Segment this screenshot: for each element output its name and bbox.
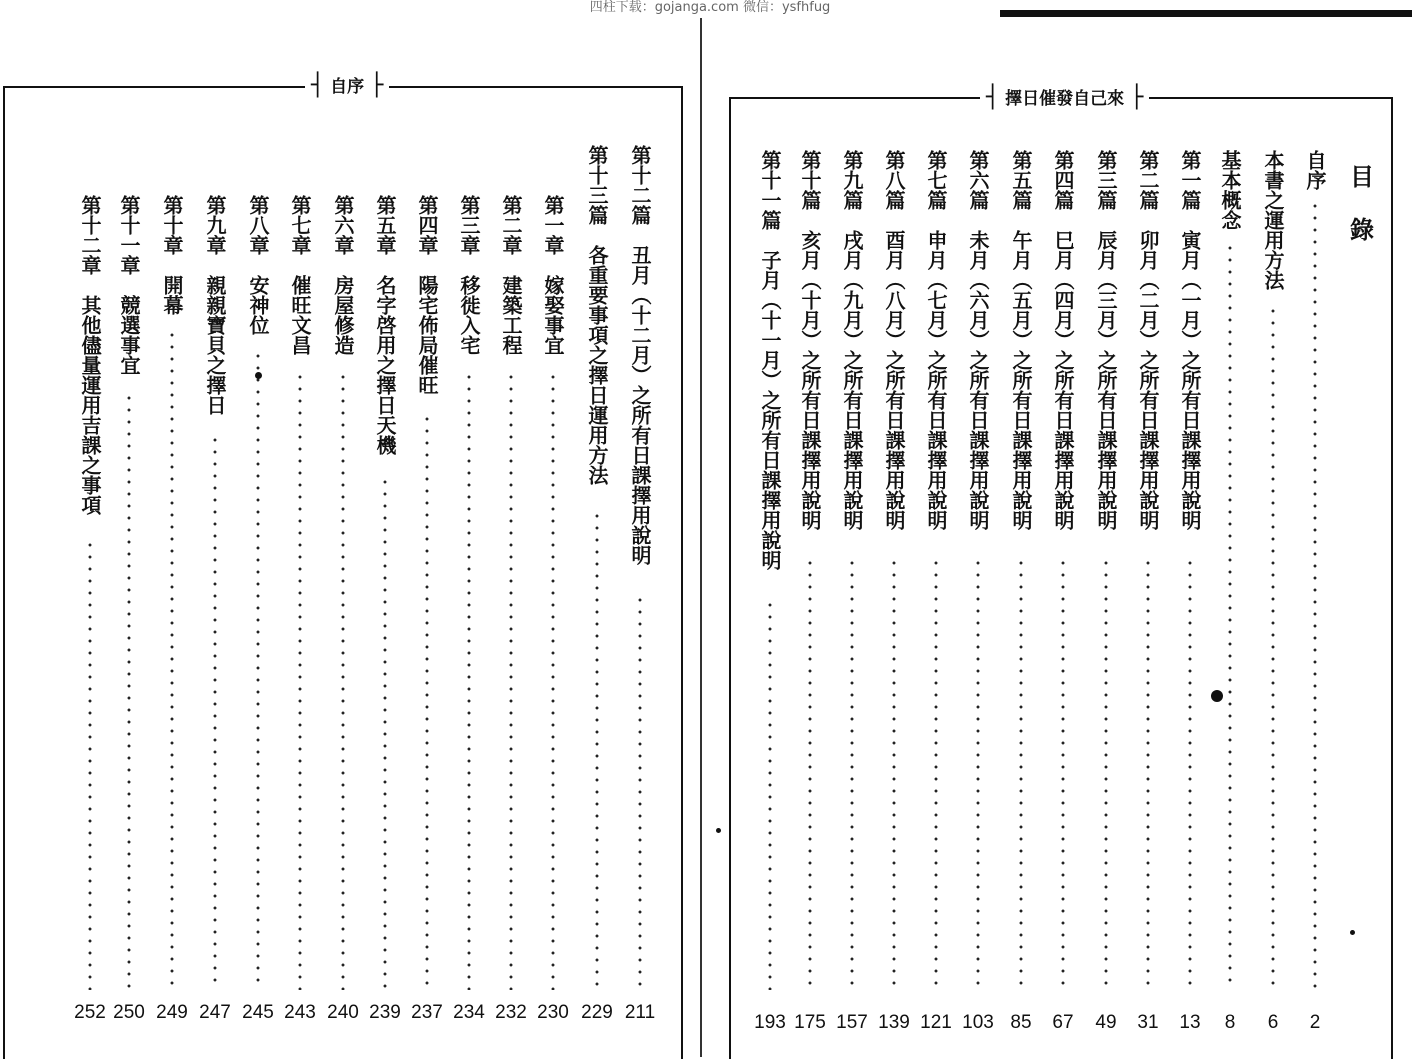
dot-leader	[549, 371, 557, 990]
toc-entry-page-number: 232	[495, 1002, 527, 1023]
toc-entry-title[interactable]: 第十一篇 子月（十一月）之所有日課擇用說明	[758, 150, 782, 570]
toc-entry-title[interactable]: 第二篇 卯月（二月）之所有日課擇用說明	[1136, 150, 1160, 530]
toc-entry-page-number: 13	[1179, 1012, 1201, 1033]
dot-leader	[593, 510, 601, 990]
dot-leader	[890, 557, 898, 990]
dot-leader	[1269, 305, 1277, 990]
right-page-header: ┤ 擇日催發自己來 ├	[980, 87, 1149, 110]
ink-spot	[1211, 690, 1223, 702]
dot-leader	[1017, 557, 1025, 990]
toc-entry-title[interactable]: 第九篇 戌月（九月）之所有日課擇用說明	[840, 150, 864, 530]
toc-entry-title[interactable]: 第四篇 巳月（四月）之所有日課擇用說明	[1051, 150, 1075, 530]
toc-entry-page-number: 8	[1224, 1012, 1236, 1033]
toc-entry-title[interactable]: 第九章 親親寶貝之擇日	[203, 195, 227, 415]
toc-entry-page-number: 245	[242, 1002, 274, 1023]
dot-leader	[1311, 200, 1319, 990]
toc-entry-page-number: 247	[199, 1002, 231, 1023]
ink-spot	[716, 828, 721, 833]
toc-entry-title[interactable]: 第八篇 酉月（八月）之所有日課擇用說明	[882, 150, 906, 530]
dot-leader	[211, 434, 219, 990]
toc-entry-title[interactable]: 第一篇 寅月（一月）之所有日課擇用說明	[1178, 150, 1202, 530]
toc-entry-page-number: 211	[624, 1002, 656, 1023]
toc-entry-title[interactable]: 第十二篇 丑月（十二月）之所有日課擇用說明	[628, 145, 652, 565]
toc-entry-title[interactable]: 第十篇 亥月（十月）之所有日課擇用說明	[798, 150, 822, 530]
toc-entry-title[interactable]: 第一章 嫁娶事宜	[541, 195, 565, 355]
toc-entry-page-number: 6	[1267, 1012, 1279, 1033]
left-header-text: 自序	[330, 77, 365, 97]
dot-leader	[848, 557, 856, 990]
toc-entry-title[interactable]: 第十一章 競選事宜	[117, 195, 141, 375]
toc-entry-page-number: 234	[453, 1002, 485, 1023]
toc-entry-page-number: 240	[327, 1002, 359, 1023]
toc-entry-title[interactable]: 第十二章 其他儘量運用吉課之事項	[78, 195, 102, 515]
dot-leader	[1059, 557, 1067, 990]
toc-entry-title[interactable]: 第三章 移徙入宅	[457, 195, 481, 355]
dot-leader	[766, 599, 774, 990]
toc-entry-page-number: 157	[836, 1012, 868, 1033]
toc-entry-title[interactable]: 第五篇 午月（五月）之所有日課擇用說明	[1009, 150, 1033, 530]
dot-leader	[806, 557, 814, 990]
dot-leader	[86, 539, 94, 990]
toc-entry-title[interactable]: 第十三篇 各重要事項之擇日運用方法	[585, 145, 609, 485]
dot-leader	[1144, 557, 1152, 990]
toc-entry-title[interactable]: 第七章 催旺文昌	[288, 195, 312, 355]
toc-entry-title[interactable]: 第十章 開幕	[160, 195, 184, 315]
ink-spot	[255, 372, 262, 379]
book-spine	[700, 18, 702, 1057]
toc-entry-title[interactable]: 第六章 房屋修造	[331, 195, 355, 355]
toc-entry-page-number: 237	[411, 1002, 443, 1023]
toc-entry-page-number: 250	[113, 1002, 145, 1023]
toc-entry-page-number: 49	[1095, 1012, 1117, 1033]
toc-entry-page-number: 193	[754, 1012, 786, 1033]
scan-edge-bar	[1000, 10, 1412, 17]
dot-leader	[1186, 557, 1194, 990]
toc-entry-page-number: 139	[878, 1012, 910, 1033]
toc-entry-title[interactable]: 第五章 名字啓用之擇日天機	[373, 195, 397, 455]
toc-entry-title[interactable]: 第六篇 未月（六月）之所有日課擇用說明	[966, 150, 990, 530]
dot-leader	[168, 329, 176, 990]
dot-leader	[1226, 242, 1234, 990]
dot-leader	[1102, 557, 1110, 990]
toc-entry-title[interactable]: 第四章 陽宅佈局催旺	[415, 195, 439, 395]
toc-entry-title[interactable]: 基本概念	[1218, 150, 1242, 230]
toc-entry-page-number: 175	[794, 1012, 826, 1033]
dot-leader	[974, 557, 982, 990]
toc-entry-page-number: 239	[369, 1002, 401, 1023]
right-header-text: 擇日催發自己來	[1005, 89, 1125, 109]
dot-leader	[296, 371, 304, 990]
toc-title-char-2: 錄	[1350, 216, 1374, 244]
dot-leader	[507, 371, 515, 990]
toc-entry-page-number: 103	[962, 1012, 994, 1033]
toc-entry-title[interactable]: 第七篇 申月（七月）之所有日課擇用說明	[924, 150, 948, 530]
dot-leader	[125, 392, 133, 990]
dot-leader	[465, 371, 473, 990]
toc-entry-page-number: 67	[1052, 1012, 1074, 1033]
dot-leader	[636, 594, 644, 990]
toc-entry-page-number: 85	[1010, 1012, 1032, 1033]
toc-entry-title[interactable]: 第二章 建築工程	[499, 195, 523, 355]
toc-entry-title[interactable]: 本書之運用方法	[1261, 150, 1285, 290]
dot-leader	[932, 557, 940, 990]
toc-entry-title[interactable]: 自序	[1303, 150, 1327, 190]
toc-entry-title[interactable]: 第八章 安神位	[246, 195, 270, 335]
dot-leader	[381, 476, 389, 990]
toc-entry-page-number: 243	[284, 1002, 316, 1023]
dot-leader	[339, 371, 347, 990]
toc-entry-page-number: 252	[74, 1002, 106, 1023]
dot-leader	[254, 350, 262, 990]
toc-entry-page-number: 31	[1137, 1012, 1159, 1033]
toc-entry-title[interactable]: 第三篇 辰月（三月）之所有日課擇用說明	[1094, 150, 1118, 530]
dot-leader	[423, 413, 431, 990]
toc-entry-page-number: 121	[920, 1012, 952, 1033]
top-caption: 四柱下载：gojanga.com 微信：ysfhfug	[589, 0, 831, 15]
toc-entry-page-number: 2	[1309, 1012, 1321, 1033]
left-page-header: ┤ 自序 ├	[305, 75, 389, 98]
toc-entry-page-number: 229	[581, 1002, 613, 1023]
toc-title-char-1: 目	[1350, 163, 1374, 191]
toc-entry-page-number: 230	[537, 1002, 569, 1023]
ink-spot	[1350, 930, 1355, 935]
toc-entry-page-number: 249	[156, 1002, 188, 1023]
